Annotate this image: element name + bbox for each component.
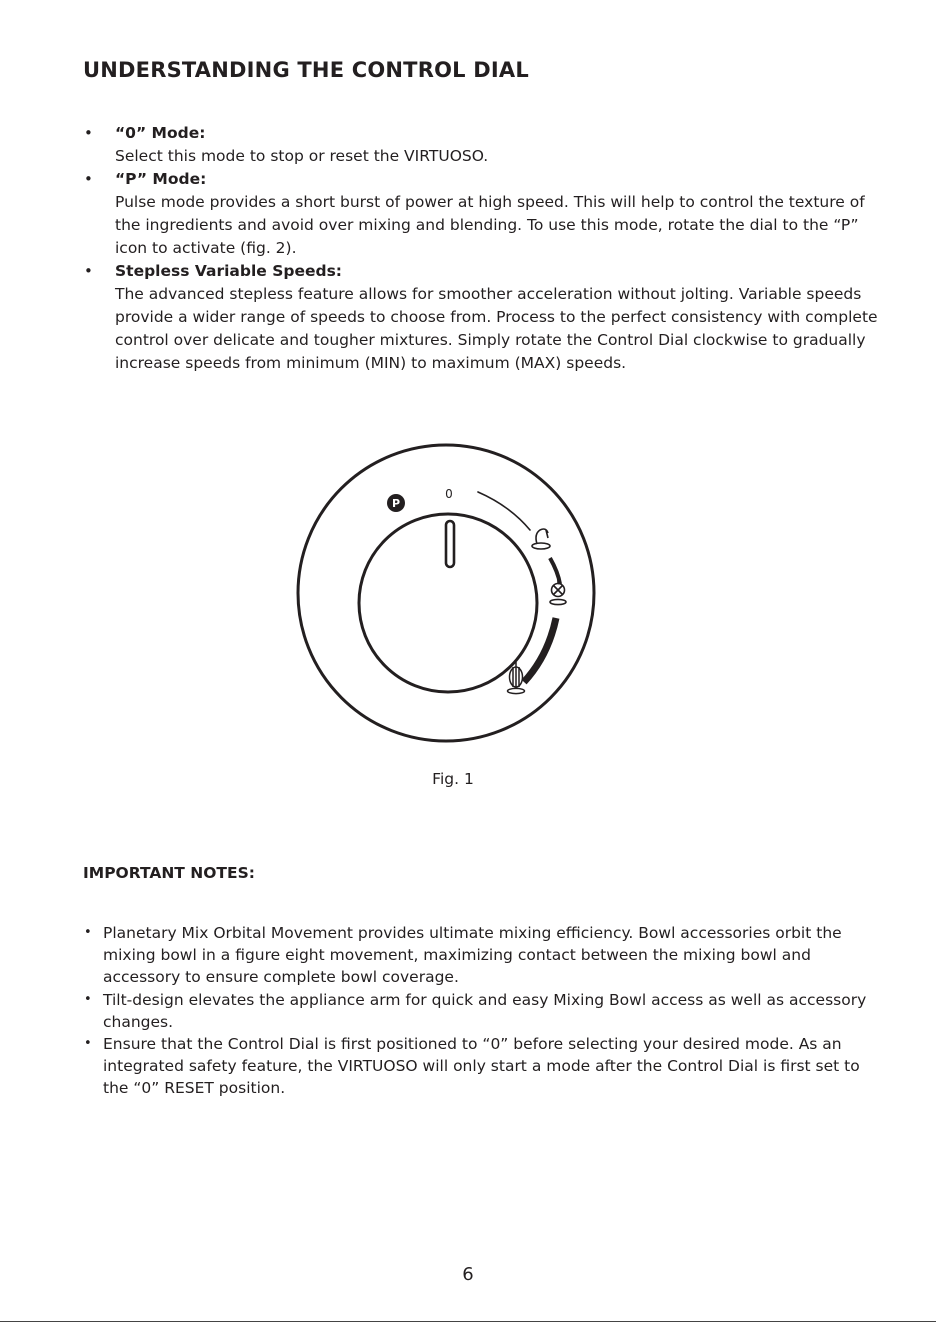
note-item bbox=[82, 922, 882, 989]
zero-mode-label: 0 bbox=[445, 487, 453, 501]
note-item bbox=[82, 1033, 882, 1100]
bullet: • bbox=[84, 925, 92, 940]
mode-heading: “0” Mode: bbox=[115, 124, 206, 142]
note-text: Planetary Mix Orbital Movement provides ultimate mixing efficiency. Bowl accessories orbit the mixing bowl in a figure eight movement, maximizing contact between the mixing bowl and accessory to ensure complete bowl coverage. bbox=[103, 924, 842, 987]
mode-description: Select this mode to stop or reset the VIRTUOSO. bbox=[115, 147, 489, 165]
mode-item-zero bbox=[82, 122, 882, 168]
page-title: UNDERSTANDING THE CONTROL DIAL bbox=[83, 58, 529, 82]
speed-arc-thick bbox=[524, 618, 556, 682]
bullet: • bbox=[84, 1036, 92, 1052]
control-dial-figure bbox=[0, 440, 936, 750]
mode-item-pulse bbox=[82, 168, 882, 260]
important-notes-heading: IMPORTANT NOTES: bbox=[83, 864, 255, 882]
mode-description: The advanced stepless feature allows for smoother acceleration without jolting. Variable speeds provide a wider range of speeds to choose from. Process to the perfect consistency with complete control over delicate and tougher mixtures. Simply rotate the Control Dial clockwise to gradually increase speeds from minimum (MIN) to maximum (MAX) speeds. bbox=[115, 285, 878, 372]
note-text: Ensure that the Control Dial is first positioned to “0” before selecting your desired mode. As an integrated safety feature, the VIRTUOSO will only start a mode after the Control Dial is first set to the “0” RESET position. bbox=[103, 1035, 860, 1098]
dial-pointer bbox=[446, 521, 454, 567]
mode-description: Pulse mode provides a short burst of power at high speed. This will help to control the texture of the ingredients and avoid over mixing and blending. To use this mode, rotate the dial to the “P” icon to activate (fig. 2). bbox=[115, 193, 865, 257]
p-mode-label: P bbox=[391, 497, 401, 510]
bullet: • bbox=[84, 262, 93, 280]
page-number: 6 bbox=[462, 1264, 474, 1285]
note-item bbox=[82, 989, 882, 1033]
page-bottom-rule bbox=[0, 1321, 936, 1322]
important-notes-list bbox=[82, 922, 882, 1100]
bullet: • bbox=[84, 124, 93, 142]
p-mode-icon bbox=[387, 494, 405, 512]
dial-knob bbox=[359, 514, 537, 692]
mode-heading: “P” Mode: bbox=[115, 170, 207, 188]
modes-list bbox=[82, 122, 882, 375]
speed-arc-thin bbox=[478, 492, 530, 530]
note-text: Tilt-design elevates the appliance arm for quick and easy Mixing Bowl access as well as accessory changes. bbox=[103, 990, 867, 1031]
mode-heading: Stepless Variable Speeds: bbox=[115, 262, 342, 280]
mode-item-variable-speeds bbox=[82, 260, 882, 375]
dough-blade-icon bbox=[550, 579, 566, 605]
whisk-hook-icon bbox=[532, 529, 550, 549]
bullet: • bbox=[84, 991, 92, 1007]
bullet: • bbox=[84, 170, 93, 188]
figure-caption: Fig. 1 bbox=[432, 770, 474, 788]
